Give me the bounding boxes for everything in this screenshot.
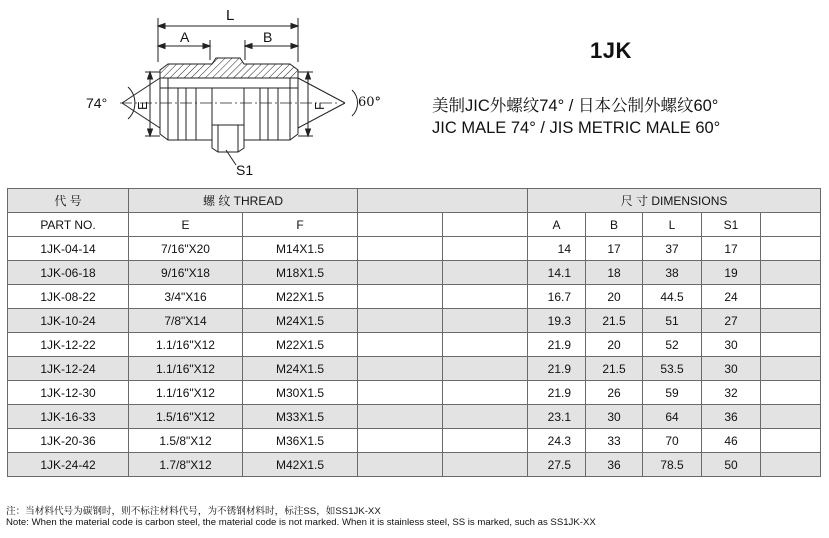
cell-s1: 32 [702,381,761,405]
cell-a: 21.9 [528,357,586,381]
cell-blank [761,453,821,477]
cell-blank [358,357,443,381]
cell-part: 1JK-12-30 [8,381,129,405]
cell-blank [358,429,443,453]
header-blank [358,189,528,213]
cell-e: 9/16"X18 [129,261,243,285]
cell-s1: 30 [702,333,761,357]
cell-l: 52 [643,333,702,357]
note-chinese: 注：当材料代号为碳钢时，则不标注材料代号，为不锈钢材料时，标注SS，如SS1JK-XX [6,506,381,517]
cell-blank [443,333,528,357]
cell-l: 64 [643,405,702,429]
table-row [8,405,821,429]
table-row [8,261,821,285]
cell-blank [761,357,821,381]
cell-blank [761,285,821,309]
cell-blank [358,309,443,333]
cell-b: 21.5 [586,357,643,381]
cell-b: 20 [586,285,643,309]
cell-f: M24X1.5 [243,309,358,333]
cell-part: 1JK-10-24 [8,309,129,333]
cell-e: 1.7/8"X12 [129,453,243,477]
header-blank-1 [358,213,443,237]
cell-e: 1.5/8"X12 [129,429,243,453]
cell-part: 1JK-16-33 [8,405,129,429]
cell-e: 7/8"X14 [129,309,243,333]
cell-s1: 30 [702,357,761,381]
cell-blank [443,429,528,453]
cell-blank [443,285,528,309]
subtitle-chinese: 美制JIC外螺纹74° / 日本公制外螺纹60° [432,97,719,115]
cell-b: 21.5 [586,309,643,333]
cell-l: 70 [643,429,702,453]
cell-blank [358,261,443,285]
table-row [8,237,821,261]
header-dimensions: 尺 寸 DIMENSIONS [528,189,821,213]
cell-s1: 24 [702,285,761,309]
cell-l: 38 [643,261,702,285]
cell-blank [443,453,528,477]
cell-a: 19.3 [528,309,586,333]
cell-blank [761,261,821,285]
cell-part: 1JK-12-22 [8,333,129,357]
cell-s1: 17 [702,237,761,261]
cell-e: 1.1/16"X12 [129,333,243,357]
cell-b: 36 [586,453,643,477]
cell-s1: 27 [702,309,761,333]
table-row [8,333,821,357]
cell-f: M24X1.5 [243,357,358,381]
dim-a-label: A [180,29,190,45]
header-thread: 螺 纹 THREAD [129,189,358,213]
cell-part: 1JK-08-22 [8,285,129,309]
header-part-no: PART NO. [8,213,129,237]
cell-f: M22X1.5 [243,333,358,357]
cell-f: M18X1.5 [243,261,358,285]
cell-e: 7/16"X20 [129,237,243,261]
cell-blank [761,405,821,429]
cell-f: M30X1.5 [243,381,358,405]
cell-part: 1JK-06-18 [8,261,129,285]
hex-s1-label: S1 [236,162,254,178]
cell-s1: 46 [702,429,761,453]
cell-blank [761,429,821,453]
cell-s1: 50 [702,453,761,477]
angle-74-label: 74° [86,95,108,111]
cell-a: 21.9 [528,333,586,357]
cell-part: 1JK-24-42 [8,453,129,477]
cell-a: 16.7 [528,285,586,309]
table-row [8,453,821,477]
cell-a: 23.1 [528,405,586,429]
fitting-drawing [0,0,400,185]
header-blank-3 [761,213,821,237]
header-f: F [243,213,358,237]
cell-a: 21.9 [528,381,586,405]
cell-part: 1JK-20-36 [8,429,129,453]
cell-blank [761,237,821,261]
cell-a: 24.3 [528,429,586,453]
header-b: B [586,213,643,237]
header-row-1 [8,189,821,213]
cell-b: 18 [586,261,643,285]
dim-f-label: F [312,102,327,110]
product-title: 1JK [590,38,632,63]
table-row [8,429,821,453]
cell-l: 53.5 [643,357,702,381]
cell-blank [443,381,528,405]
note-english: Note: When the material code is carbon steel, the material code is not marked. When it is stainless steel, SS is marked, such as SS1JK-XX [6,517,596,528]
cell-a: 14.1 [528,261,586,285]
cell-s1: 36 [702,405,761,429]
header-row-2 [8,213,821,237]
cell-blank [358,405,443,429]
cell-e: 1.1/16"X12 [129,357,243,381]
header-l: L [643,213,702,237]
cell-part: 1JK-04-14 [8,237,129,261]
header-blank-2 [443,213,528,237]
cell-blank [443,237,528,261]
table-row [8,381,821,405]
cell-b: 20 [586,333,643,357]
cell-blank [443,357,528,381]
header-e: E [129,213,243,237]
header-a: A [528,213,586,237]
cell-f: M36X1.5 [243,429,358,453]
dim-e-label: E [135,101,150,110]
cell-blank [358,453,443,477]
header-code: 代 号 [8,189,129,213]
table-row [8,357,821,381]
cell-blank [358,381,443,405]
cell-l: 51 [643,309,702,333]
cell-f: M33X1.5 [243,405,358,429]
cell-blank [761,309,821,333]
cell-blank [443,309,528,333]
cell-b: 33 [586,429,643,453]
header-s1: S1 [702,213,761,237]
table-row [8,285,821,309]
cell-s1: 19 [702,261,761,285]
cell-e: 1.5/16"X12 [129,405,243,429]
dim-l-label: L [226,7,235,24]
cell-e: 1.1/16"X12 [129,381,243,405]
cell-blank [358,333,443,357]
cell-part: 1JK-12-24 [8,357,129,381]
cell-b: 30 [586,405,643,429]
cell-f: M22X1.5 [243,285,358,309]
cell-l: 44.5 [643,285,702,309]
cell-blank [761,381,821,405]
angle-60-label: 60° [358,95,382,110]
cell-f: M42X1.5 [243,453,358,477]
cell-blank [761,333,821,357]
cell-blank [358,285,443,309]
cell-blank [443,405,528,429]
cell-f: M14X1.5 [243,237,358,261]
spec-table [7,188,821,477]
cell-l: 78.5 [643,453,702,477]
cell-a: 27.5 [528,453,586,477]
cell-blank [358,237,443,261]
cell-e: 3/4"X16 [129,285,243,309]
cell-b: 26 [586,381,643,405]
cell-b: 17 [586,237,643,261]
cell-blank [443,261,528,285]
cell-a: 14 [528,237,586,261]
table-row [8,309,821,333]
cell-l: 59 [643,381,702,405]
dim-b-label: B [263,29,273,45]
cell-l: 37 [643,237,702,261]
subtitle-english: JIC MALE 74° / JIS METRIC MALE 60° [432,119,721,137]
